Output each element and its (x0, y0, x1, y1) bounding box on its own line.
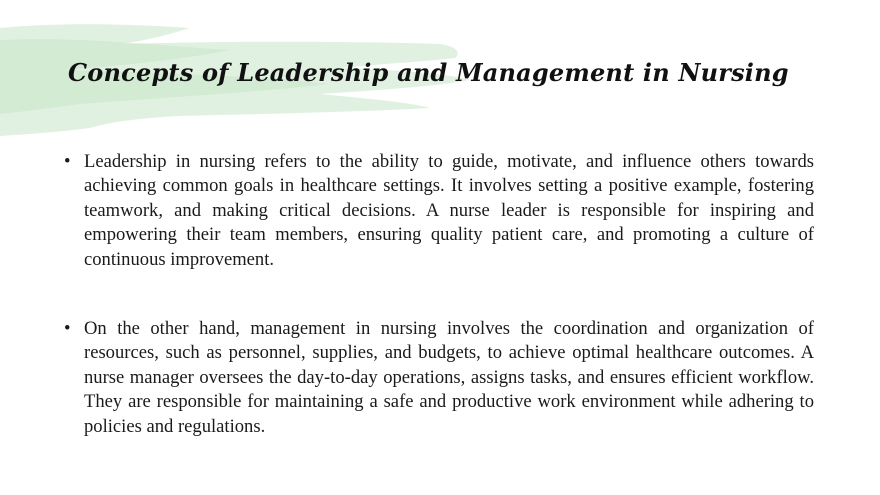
bullet-item-management (62, 317, 814, 439)
slide-title: Concepts of Leadership and Management in Nursing (68, 58, 789, 87)
bullet-marker: • (64, 151, 71, 172)
bullet-text-management: On the other hand, management in nursing involves the coordination and organization of resources, such as personnel, supplies, and budgets, to achieve optimal healthcare outcomes. A nurse manager oversees the day-to-day operations, assigns tasks, and ensures efficient workflow. They are responsible for maintaining a safe and productive work environment while adhering to policies and regulations. (84, 318, 814, 437)
bullet-marker: • (64, 318, 71, 340)
bullet-item-leadership (62, 150, 814, 272)
bullet-list (62, 150, 814, 439)
bullet-text-leadership: Leadership in nursing refers to the ability to guide, motivate, and influence others towards achieving common goals in healthcare settings. It involves setting a positive example, fostering teamwork, and making critical decisions. A nurse leader is responsible for inspiring and empowering their team members, ensuring quality patient care, and promoting a culture of continuous improvement. (84, 151, 814, 270)
